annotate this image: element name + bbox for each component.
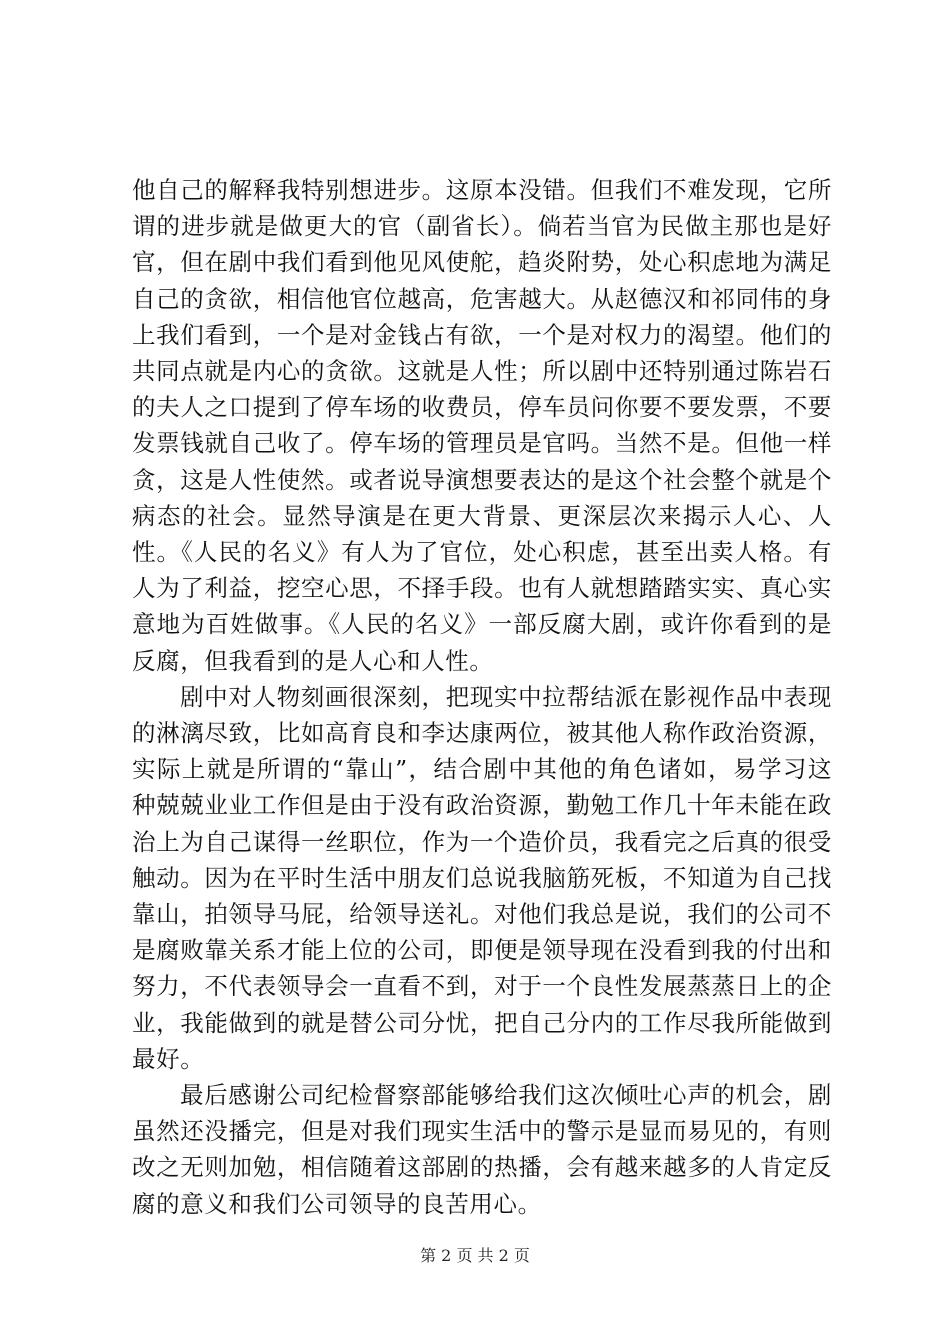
paragraph-1: 他自己的解释我特别想进步。这原本没错。但我们不难发现，它所谓的进步就是做更大的官（副省长）。倘若当官为民做主那也是好官，但在剧中我们看到他见风使舵，趋炎附势，处心积虑地为满足自己的贪欲，相信他官位越高，危害越大。从赵德汉和祁同伟的身上我们看到，一个是对金钱占有欲，一个是对权力的渴望。他们的共同点就是内心的贪欲。这就是人性；所以剧中还特别通过陈岩石的夫人之口提到了停车场的收费员，停车员问你要不要发票，不要发票钱就自己收了。停车场的管理员是官吗。当然不是。但他一样贪，这是人性使然。或者说导演想要表达的是这个社会整个就是个病态的社会。显然导演是在更大背景、更深层次来揭示人心、人性。《人民的名义》有人为了官位，处心积虑，甚至出卖人格。有人为了利益，挖空心思，不择手段。也有人就想踏踏实实、真心实意地为百姓做事。《人民的名义》一部反腐大剧，或许你看到的是反腐，但我看到的是人心和人性。 bbox=[132, 176, 832, 675]
paragraph-2: 剧中对人物刻画很深刻，把现实中拉帮结派在影视作品中表现的淋漓尽致，比如高育良和李达康两位，被其他人称作政治资源，实际上就是所谓的“靠山”，结合剧中其他的角色诸如，易学习这种兢兢业业工作但是由于没有政治资源，勤勉工作几十年未能在政治上为自己谋得一丝职位，作为一个造价员，我看完之后真的很受触动。因为在平时生活中朋友们总说我脑筋死板，不知道为自己找靠山，拍领导马屁，给领导送礼。对他们我总是说，我们的公司不是腐败靠关系才能上位的公司，即便是领导现在没看到我的付出和努力，不代表领导会一直看不到，对于一个良性发展蒸蒸日上的企业，我能做到的就是替公司分忧，把自己分内的工作尽我所能做到最好。 bbox=[132, 682, 832, 1073]
document-body bbox=[132, 172, 832, 1222]
paragraph-3: 最后感谢公司纪检督察部能够给我们这次倾吐心声的机会，剧虽然还没播完，但是对我们现实生活中的警示是显而易见的，有则改之无则加勉，相信随着这部剧的热播，会有越来越多的人肯定反腐的意义和我们公司领导的良苦用心。 bbox=[132, 1081, 832, 1218]
page-footer: 第 2 页 共 2 页 bbox=[420, 1246, 530, 1265]
